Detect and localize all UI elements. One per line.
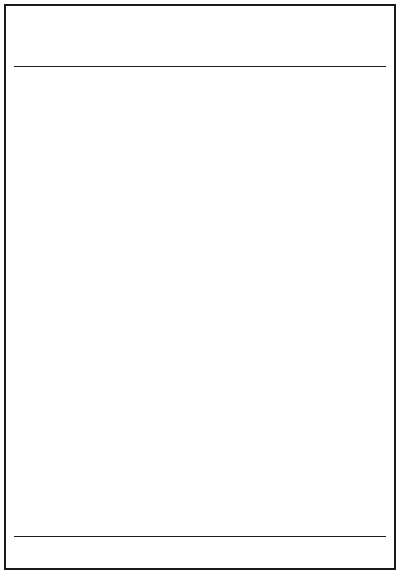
auction-notice bbox=[4, 4, 396, 570]
header-divider bbox=[14, 66, 386, 67]
notice-body bbox=[16, 73, 384, 535]
issuing-office-signature bbox=[14, 536, 386, 562]
notice-date-and-number bbox=[16, 42, 384, 60]
notice-headline bbox=[16, 14, 384, 38]
